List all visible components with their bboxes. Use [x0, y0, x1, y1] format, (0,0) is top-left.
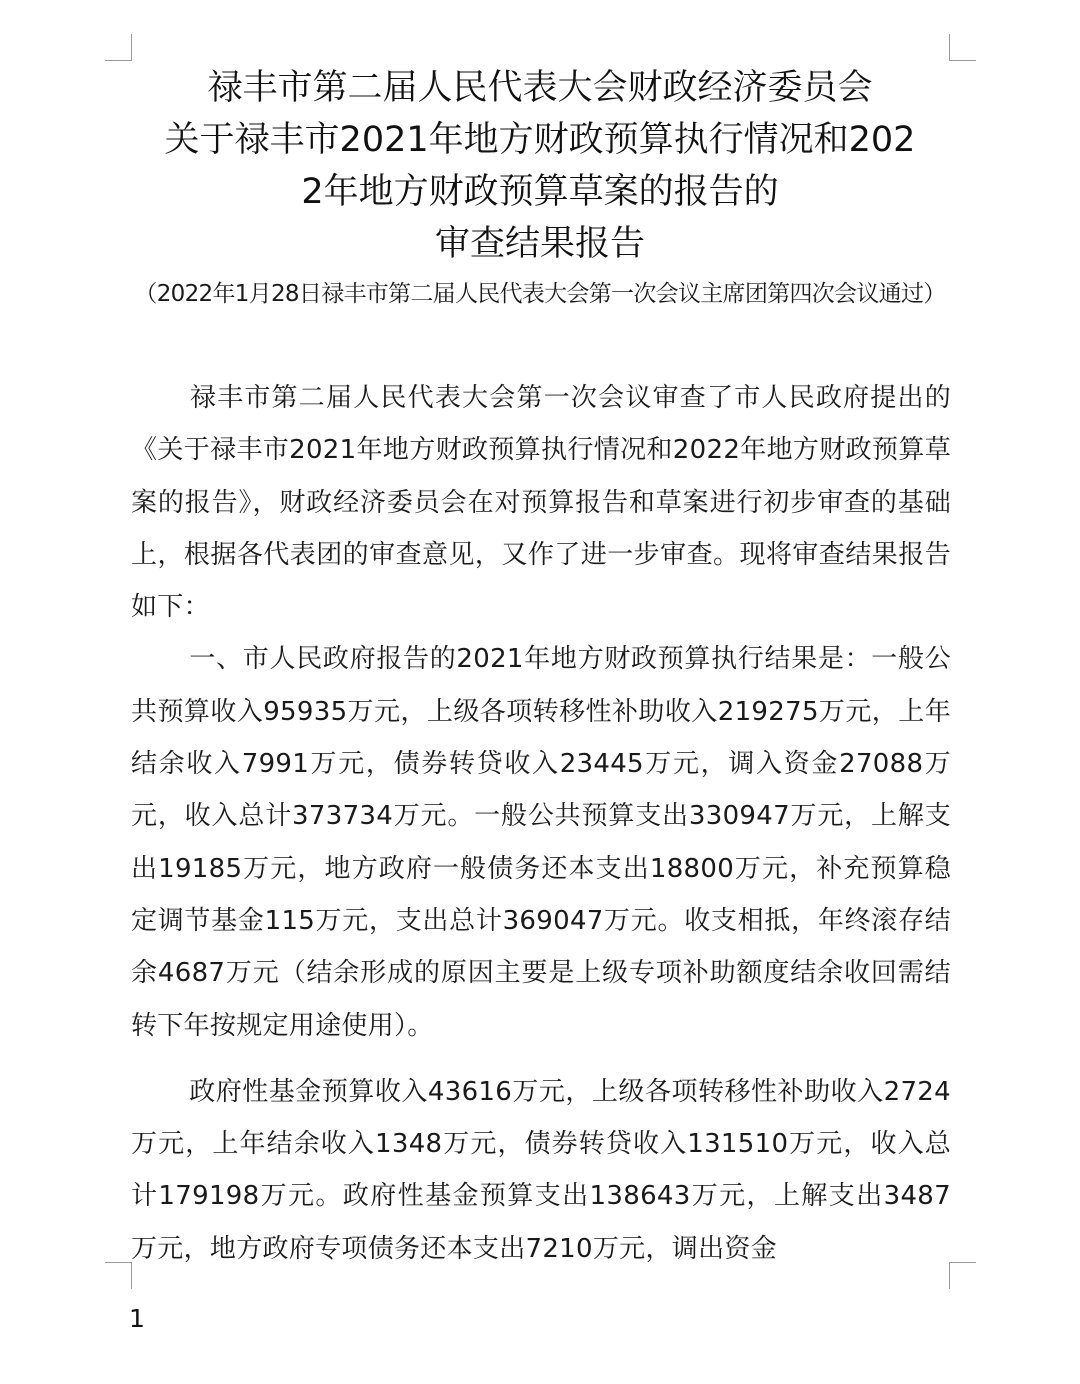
title-line-1: 禄丰市第二届人民代表大会财政经济委员会	[207, 68, 873, 108]
paragraph-intro-text: 禄丰市第二届人民代表大会第一次会议审查了市人民政府提出的《关于禄丰市2021年地方财政预算执行情况和2022年地方财政预算草案的报告》，财政经济委员会在对预算报告和草案进行初步审查的基础上，根据各代表团的审查意见，又作了进一步审查。现将审查结果报告如下：	[131, 383, 951, 623]
crop-mark-bottom-right	[949, 1262, 976, 1289]
title-line-4: 审查结果报告	[434, 224, 645, 264]
crop-mark-top-left	[105, 34, 132, 61]
paragraph-fund-budget-text: 政府性基金预算收入43616万元，上级各项转移性补助收入2724万元，上年结余收入1348万元，债券转贷收入131510万元，收入总计179198万元。政府性基金预算支出138643万元，上解支出3487万元，地方政府专项债务还本支出7210万元，调出资金	[131, 1076, 951, 1264]
paragraph-fund-budget	[131, 1066, 951, 1275]
crop-mark-bottom-left	[105, 1262, 132, 1289]
paragraph-intro	[131, 372, 951, 633]
document-subtitle: （2022年1月28日禄丰市第二届人民代表大会第一次会议主席团第四次会议通过）	[134, 281, 946, 307]
paragraph-general-budget	[131, 633, 951, 1051]
title-line-3: 2年地方财政预算草案的报告的	[301, 172, 779, 212]
document-title	[110, 62, 970, 270]
page-number: 1	[129, 1304, 145, 1333]
document-body	[131, 372, 951, 1275]
crop-mark-top-right	[949, 34, 976, 61]
title-line-2: 关于禄丰市2021年地方财政预算执行情况和202	[164, 120, 916, 160]
paragraph-general-budget-text: 一、市人民政府报告的2021年地方财政预算执行结果是：一般公共预算收入95935万元，上级各项转移性补助收入219275万元，上年结余收入7991万元，债券转贷收入23445万元，调入资金27088万元，收入总计373734万元。一般公共预算支出330947万元，上解支出19185万元，地方政府一般债务还本支出18800万元，补充预算稳定调节基金115万元，支出总计369047万元。收支相抵，年终滚存结余4687万元（结余形成的原因主要是上级专项补助额度结余收回需结转下年按规定用途使用）。	[131, 644, 951, 1041]
